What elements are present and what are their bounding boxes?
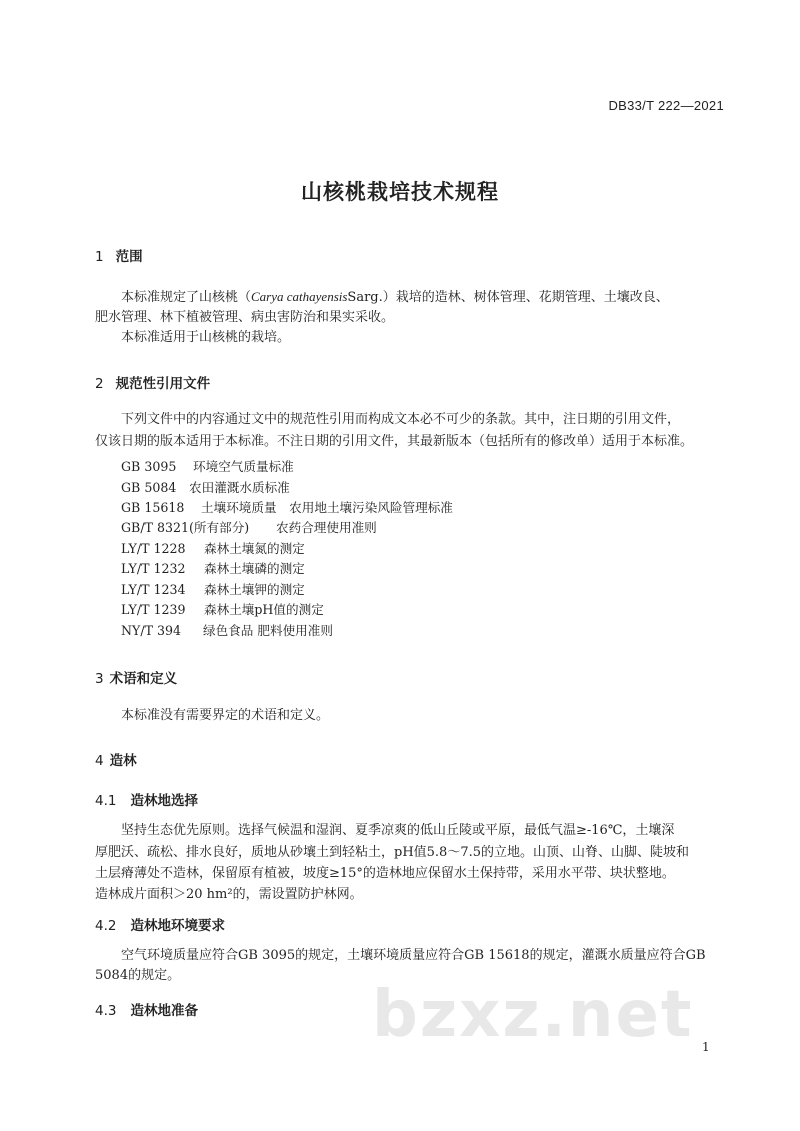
reference-item: GB 15618 土壤环境质量 农用地土壤污染风险管理标准 xyxy=(121,500,453,515)
subsection-number: 4.3 xyxy=(95,1003,117,1019)
reference-item: LY/T 1228 森林土壤氮的测定 xyxy=(121,541,305,556)
section-3-heading xyxy=(95,667,177,687)
section-3-paragraph: 本标准没有需要界定的术语和定义。 xyxy=(121,708,330,723)
section-1-heading xyxy=(95,245,143,265)
reference-item: GB 5084 农田灌溉水质标准 xyxy=(121,480,290,495)
reference-item: LY/T 1239 森林土壤pH值的测定 xyxy=(121,602,324,617)
latin-species-name: Carya cathayensis xyxy=(251,289,348,304)
section-number: 1 xyxy=(95,249,104,265)
subsection-number: 4.2 xyxy=(95,918,117,934)
section-2-paragraph-line-2: 仅该日期的版本适用于本标准。不注日期的引用文件，其最新版本（包括所有的修改单）适用于本标准。 xyxy=(95,434,694,449)
document-title: 山核桃栽培技术规程 xyxy=(301,180,499,204)
section-title: 造林 xyxy=(109,753,137,769)
subsection-4-3-heading xyxy=(95,999,198,1019)
reference-item: GB/T 8321(所有部分) 农药合理使用准则 xyxy=(121,520,377,535)
subsection-4-1-line-4: 造林成片面积＞20 hm²的，需设置防护林网。 xyxy=(95,887,363,902)
subsection-4-2-heading xyxy=(95,914,225,934)
section-1-paragraph-1-line-2: 肥水管理、林下植被管理、病虫害防治和果实采收。 xyxy=(95,310,395,325)
watermark: bzxz.net xyxy=(372,978,694,1052)
subsection-4-2-line-1: 空气环境质量应符合GB 3095的规定，土壤环境质量应符合GB 15618的规定，灌溉水质量应符合GB xyxy=(121,948,706,963)
subsection-title: 造林地环境要求 xyxy=(130,918,225,934)
section-4-heading xyxy=(95,749,137,769)
subsection-4-2-line-2: 5084的规定。 xyxy=(95,968,181,983)
subsection-4-1-line-3: 土层瘠薄处不造林，保留原有植被，坡度≥15°的造林地应保留水土保持带，采用水平带、块状整地。 xyxy=(95,866,675,881)
section-2-heading xyxy=(95,372,210,392)
section-number: 4 xyxy=(95,753,104,769)
subsection-4-1-line-2: 厚肥沃、疏松、排水良好，质地从砂壤土到轻粘土，pH值5.8～7.5的立地。山顶、山脊、山脚、陡坡和 xyxy=(95,845,690,860)
reference-item: LY/T 1232 森林土壤磷的测定 xyxy=(121,561,305,576)
section-1-paragraph-2: 本标准适用于山核桃的栽培。 xyxy=(121,330,291,345)
section-number: 3 xyxy=(95,671,104,687)
section-2-paragraph-line-1: 下列文件中的内容通过文中的规范性引用而构成文本必不可少的条款。其中，注日期的引用文件， xyxy=(121,412,681,427)
reference-item: NY/T 394 绿色食品 肥料使用准则 xyxy=(121,623,333,638)
standard-code: DB33/T 222—2021 xyxy=(608,98,724,113)
section-1-paragraph-1-line-1: 本标准规定了山核桃（Carya cathayensisSarg.）栽培的造林、树体管理、花期管理、土壤改良、 xyxy=(121,289,669,305)
section-title: 术语和定义 xyxy=(109,671,178,687)
subsection-number: 4.1 xyxy=(95,793,117,809)
page-number: 1 xyxy=(702,1040,710,1054)
reference-item: LY/T 1234 森林土壤钾的测定 xyxy=(121,582,305,597)
section-title: 规范性引用文件 xyxy=(115,376,211,392)
subsection-4-1-line-1: 坚持生态优先原则。选择气候温和湿润、夏季凉爽的低山丘陵或平原，最低气温≥-16℃，土壤深 xyxy=(121,823,675,838)
reference-item: GB 3095 环境空气质量标准 xyxy=(121,459,294,474)
section-number: 2 xyxy=(95,376,104,392)
subsection-title: 造林地准备 xyxy=(130,1003,198,1019)
subsection-title: 造林地选择 xyxy=(130,793,198,809)
section-title: 范围 xyxy=(115,249,143,265)
subsection-4-1-heading xyxy=(95,789,198,809)
